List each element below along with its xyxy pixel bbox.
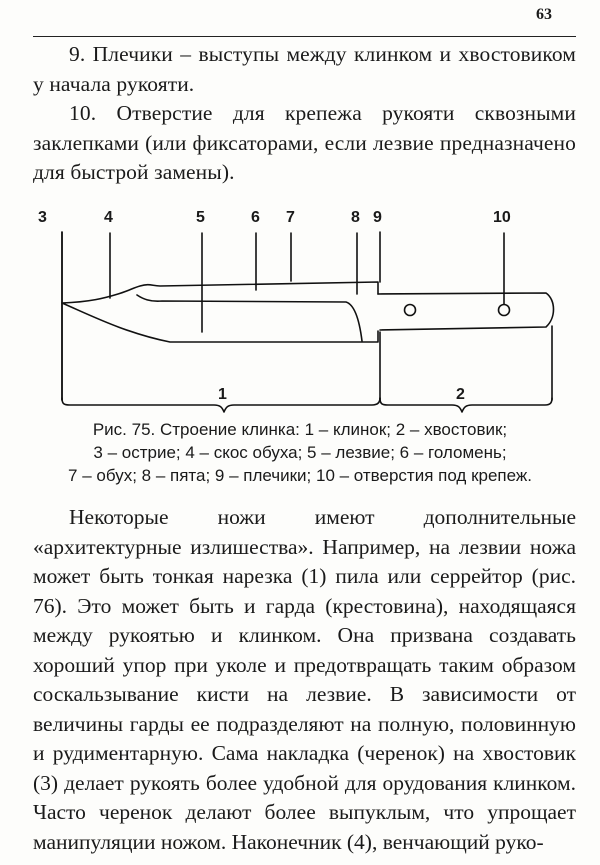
grind-line [137, 295, 362, 341]
definition-list [33, 40, 576, 188]
label-edge: 5 [196, 209, 205, 226]
rivet-hole-1 [405, 305, 416, 316]
rivet-hole-2 [499, 305, 510, 316]
caption-line-3: 7 – обух; 8 – пята; 9 – плечики; 10 – отверстия под крепеж. [68, 466, 532, 485]
caption-line-1: Рис. 75. Строение клинка: 1 – клинок; 2 – хвостовик; [92, 420, 508, 439]
label-blade: 1 [218, 386, 227, 403]
label-heel: 8 [351, 209, 360, 226]
figure-caption [30, 418, 570, 487]
list-item-9: 9. Плечики – выступы между клинком и хвостовиком у начала рукояти. [33, 42, 576, 96]
page-number: 63 [536, 6, 552, 23]
label-flat: 6 [251, 209, 260, 226]
caption-line-2: 3 – острие; 4 – скос обуха; 5 – лезвие; 6 – голомень; [93, 443, 507, 462]
label-tip: 3 [38, 209, 47, 226]
label-shoulders: 9 [373, 209, 382, 226]
label-spine: 7 [286, 209, 295, 226]
label-spine-bevel: 4 [104, 209, 113, 226]
body-text [33, 503, 576, 857]
header-rule [33, 36, 576, 37]
label-holes: 10 [493, 209, 511, 226]
list-item-10: 10. Отверстие для крепежа рукояти сквозными заклепками (или фиксаторами, если лезвие предназначено для быстрой замены). [33, 101, 576, 184]
bracket-tang [380, 398, 552, 412]
label-tang: 2 [456, 386, 465, 403]
knife-diagram [0, 200, 600, 440]
blade-structure-figure [0, 200, 600, 440]
body-paragraph: Некоторые ножи имеют дополнительные «архитектурные излишества». Например, на лезвии ножа может быть тонкая нарезка (1) пила или серрейтор (рис. 76). Это может быть и гарда (крестовина), находящаяся между рукоятью и клинком. Она призвана создавать хороший упор при уколе и предотвращать таким образом соскальзывание кисти на лезвие. В зависимости от величины гарды ее подразделяют на полную, половинную и рудиментарную. Сама накладка (черенок) на хвостовик (3) делает рукоять более удобной для орудования клинком. Часто черенок делают более выпуклым, что упрощает манипуляции ножом. Наконечник (4), венчающий руко- [33, 505, 576, 854]
cutting-edge [62, 303, 378, 342]
